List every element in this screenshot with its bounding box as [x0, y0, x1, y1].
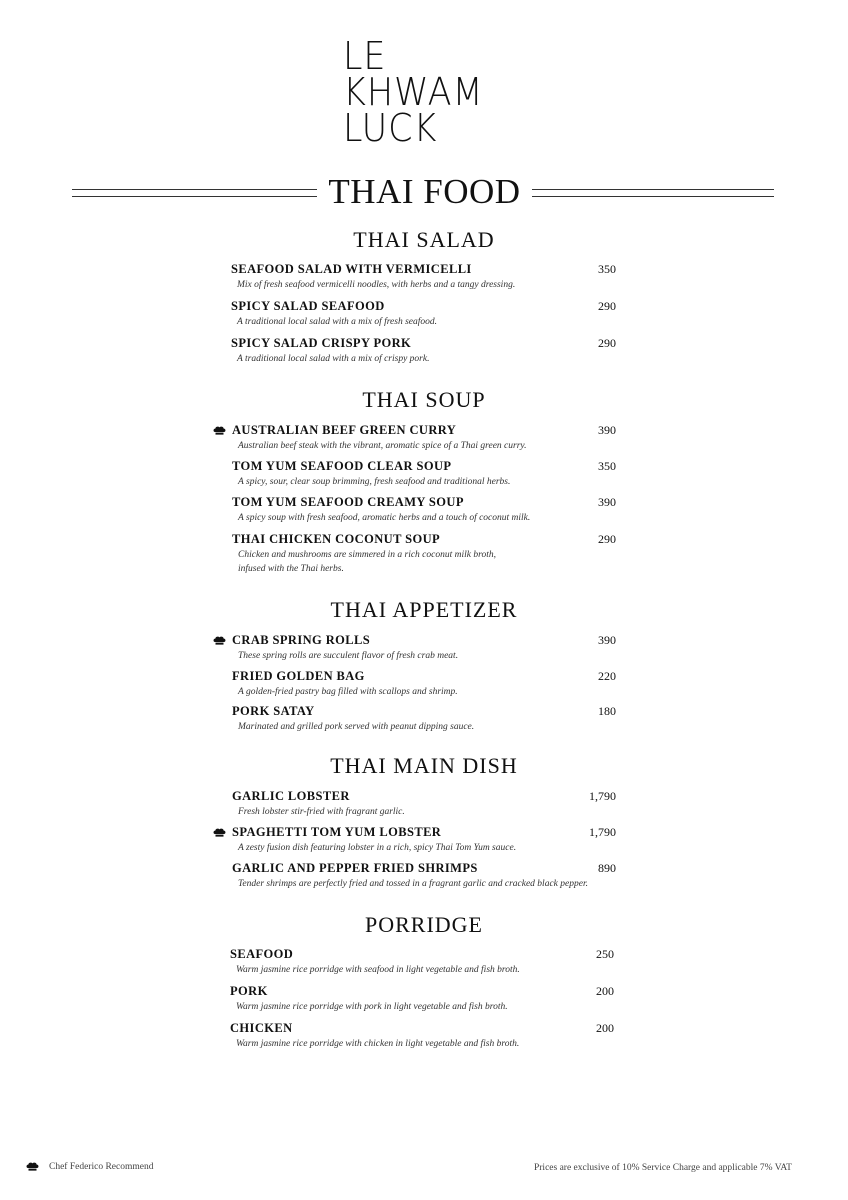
menu-item — [232, 789, 622, 819]
logo-line-2: KHWAM — [343, 70, 484, 114]
section-title-porridge: PORRIDGE — [364, 912, 483, 937]
divider-left — [72, 189, 317, 197]
item-description: A zesty fusion dish featuring lobster in a rich, spicy Thai Tom Yum sauce. — [238, 843, 517, 853]
item-price: 220 — [598, 669, 616, 683]
chef-hat-icon — [213, 636, 226, 645]
section-title-thai-salad: THAI SALAD — [353, 227, 495, 252]
item-price: 200 — [596, 1021, 614, 1035]
section-title-thai-soup: THAI SOUP — [362, 387, 486, 412]
item-description: Warm jasmine rice porridge with pork in light vegetable and fish broth. — [236, 1002, 508, 1012]
item-name: PORK SATAY — [232, 704, 315, 718]
logo-line-1: LE — [343, 34, 387, 78]
restaurant-logo — [343, 34, 496, 150]
menu-item — [232, 704, 622, 734]
section-title-thai-main-dish: THAI MAIN DISH — [330, 753, 518, 778]
divider-right — [532, 189, 774, 197]
item-description: A traditional local salad with a mix of fresh seafood. — [237, 317, 438, 327]
menu-item — [231, 299, 621, 329]
item-name: GARLIC LOBSTER — [232, 789, 350, 803]
pricing-note: Prices are exclusive of 10% Service Charge and applicable 7% VAT — [533, 1163, 792, 1173]
item-description: Warm jasmine rice porridge with seafood in light vegetable and fish broth. — [236, 965, 520, 975]
item-description: Mix of fresh seafood vermicelli noodles, with herbs and a tangy dressing. — [237, 280, 516, 290]
menu-item — [232, 423, 622, 453]
menu-item — [232, 532, 622, 576]
item-price: 390 — [598, 495, 616, 509]
menu-item — [232, 861, 622, 891]
item-name: SEAFOOD — [230, 947, 294, 961]
menu-item — [232, 669, 622, 699]
menu-item — [230, 1021, 620, 1051]
menu-item — [231, 262, 621, 292]
item-description: These spring rolls are succulent flavor of fresh crab meat. — [238, 651, 459, 661]
item-description: A traditional local salad with a mix of crispy pork. — [237, 354, 430, 364]
item-name: TOM YUM SEAFOOD CLEAR SOUP — [232, 459, 452, 473]
chef-recommend-text: Chef Federico Recommend — [49, 1162, 154, 1172]
item-description: A spicy soup with fresh seafood, aromatic herbs and a touch of coconut milk. — [238, 513, 531, 523]
menu-item — [232, 825, 622, 855]
chef-hat-icon — [213, 426, 226, 435]
item-name: GARLIC AND PEPPER FRIED SHRIMPS — [232, 861, 478, 875]
item-price: 390 — [598, 423, 616, 437]
page-title: THAI FOOD — [328, 172, 521, 211]
item-name: CHICKEN — [230, 1021, 293, 1035]
item-name: PORK — [230, 984, 268, 998]
item-description: A golden-fried pastry bag filled with scallops and shrimp. — [238, 687, 458, 697]
title-banner — [72, 172, 774, 212]
item-name: SPAGHETTI TOM YUM LOBSTER — [232, 825, 442, 839]
item-description: A spicy, sour, clear soup brimming, fresh seafood and traditional herbs. — [238, 477, 511, 487]
item-price: 890 — [598, 861, 616, 875]
menu-item — [230, 984, 620, 1014]
item-name: THAI CHICKEN COCONUT SOUP — [232, 532, 441, 546]
item-price: 1,790 — [589, 789, 616, 803]
item-name: SPICY SALAD CRISPY PORK — [231, 336, 412, 350]
item-description-line-2: infused with the Thai herbs. — [238, 564, 344, 574]
item-description: Tender shrimps are perfectly fried and tossed in a fragrant garlic and cracked black pepper. — [238, 879, 588, 889]
item-price: 290 — [598, 532, 616, 546]
item-description: Marinated and grilled pork served with peanut dipping sauce. — [238, 722, 475, 732]
chef-hat-icon — [26, 1162, 39, 1171]
item-price: 390 — [598, 633, 616, 647]
logo-line-3: LUCK — [343, 106, 438, 150]
menu-item — [231, 336, 621, 366]
menu-item — [232, 495, 622, 525]
menu-item — [230, 947, 620, 977]
chef-recommend-legend — [26, 1162, 153, 1172]
menu-item — [232, 459, 622, 489]
item-name: TOM YUM SEAFOOD CREAMY SOUP — [232, 495, 464, 509]
chef-hat-icon — [213, 828, 226, 837]
item-price: 290 — [598, 299, 616, 313]
item-price: 350 — [598, 262, 616, 276]
menu-item — [232, 633, 622, 663]
item-name: SEAFOOD SALAD WITH VERMICELLI — [231, 262, 472, 276]
item-description: Australian beef steak with the vibrant, aromatic spice of a Thai green curry. — [238, 441, 527, 451]
item-description: Chicken and mushrooms are simmered in a rich coconut milk broth, — [238, 550, 496, 560]
section-title-thai-appetizer: THAI APPETIZER — [330, 597, 518, 622]
item-description: Fresh lobster stir-fried with fragrant garlic. — [238, 807, 405, 817]
item-name: CRAB SPRING ROLLS — [232, 633, 371, 647]
item-price: 180 — [598, 704, 616, 718]
item-name: AUSTRALIAN BEEF GREEN CURRY — [232, 423, 457, 437]
item-name: FRIED GOLDEN BAG — [232, 669, 365, 683]
item-description: Warm jasmine rice porridge with chicken in light vegetable and fish broth. — [236, 1039, 520, 1049]
item-price: 1,790 — [589, 825, 616, 839]
item-price: 350 — [598, 459, 616, 473]
item-price: 290 — [598, 336, 616, 350]
item-price: 200 — [596, 984, 614, 998]
item-price: 250 — [596, 947, 614, 961]
item-name: SPICY SALAD SEAFOOD — [231, 299, 385, 313]
